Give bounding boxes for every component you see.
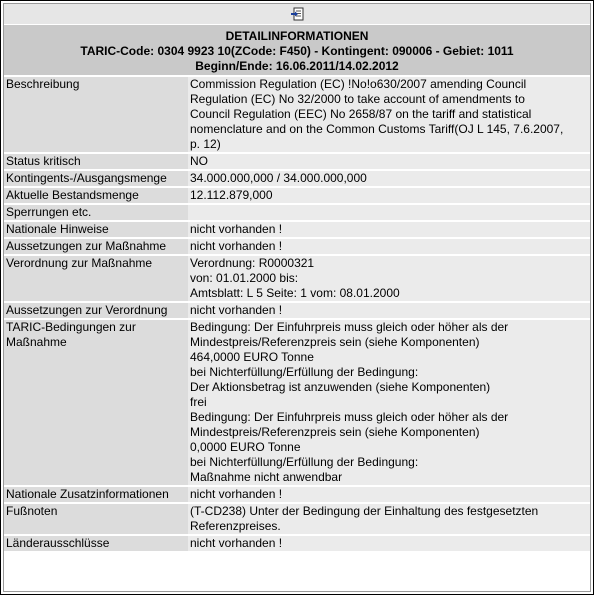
- value-line: 0,0000 EURO Tonne: [190, 440, 301, 454]
- value-line: nicht vorhanden !: [190, 487, 283, 501]
- row-label: Länderausschlüsse: [4, 535, 188, 551]
- value-line: Commission Regulation (EC) !No!o630/2007 amending Council: [190, 77, 527, 91]
- row-value: [188, 319, 590, 486]
- value-line: bei Nichterfüllung/Erfüllung der Bedingung:: [190, 365, 419, 379]
- row-value: [188, 503, 590, 535]
- table-row: [4, 153, 590, 170]
- table-row: [4, 170, 590, 187]
- row-value: [188, 486, 590, 503]
- row-label: Beschreibung: [4, 76, 188, 153]
- value-line: Der Aktionsbetrag ist anzuwenden (siehe Komponenten): [190, 380, 491, 394]
- value-line: [190, 205, 588, 220]
- value-line: bei Nichterfüllung/Erfüllung der Bedingung:: [190, 455, 419, 469]
- table-row: [4, 255, 590, 302]
- row-value: [188, 238, 590, 255]
- value-line: 464,0000 EURO Tonne: [190, 350, 314, 364]
- row-label: Aktuelle Bestandsmenge: [4, 187, 188, 204]
- value-line: nicht vorhanden !: [190, 303, 283, 317]
- taric-code-line: TARIC-Code: 0304 9923 10(ZCode: F450) - Kontingent: 090006 - Gebiet: 1011: [80, 44, 514, 58]
- table-row: [4, 503, 590, 535]
- value-line: Regulation (EC) No 32/2000 to take account of amendments to: [190, 92, 525, 106]
- value-line: frei: [190, 395, 207, 409]
- table-row: [4, 302, 590, 319]
- row-label: TARIC-Bedingungen zur Maßnahme: [4, 319, 188, 486]
- detail-panel: [3, 3, 591, 592]
- value-line: 34.000.000,000 / 34.000.000,000: [190, 171, 367, 185]
- detail-header: [4, 25, 590, 75]
- value-line: Bedingung: Der Einfuhrpreis muss gleich oder höher als der: [190, 410, 509, 424]
- value-line: Bedingung: Der Einfuhrpreis muss gleich oder höher als der: [190, 320, 509, 334]
- table-row: [4, 221, 590, 238]
- row-value: [188, 255, 590, 302]
- row-label: Aussetzungen zur Maßnahme: [4, 238, 188, 255]
- row-label: Kontingents-/Ausgangsmenge: [4, 170, 188, 187]
- row-value: [188, 170, 590, 187]
- value-line: Council Regulation (EEC) No 2658/87 on the tariff and statistical: [190, 107, 532, 121]
- print-icon[interactable]: [291, 7, 305, 21]
- value-line: (T-CD238) Unter der Bedingung der Einhaltung des festgesetzten: [190, 504, 539, 518]
- value-line: NO: [190, 154, 208, 168]
- page-title: DETAILINFORMATIONEN: [225, 29, 369, 43]
- value-line: 12.112.879,000: [190, 188, 273, 202]
- value-line: nicht vorhanden !: [190, 222, 283, 236]
- row-label: Nationale Zusatzinformationen: [4, 486, 188, 503]
- row-value: [188, 535, 590, 551]
- row-value: [188, 76, 590, 153]
- table-row: [4, 319, 590, 486]
- details-table: [4, 75, 590, 551]
- value-line: Referenzpreises.: [190, 519, 281, 533]
- row-label: Sperrungen etc.: [4, 204, 188, 221]
- table-row: [4, 187, 590, 204]
- row-label: Status kritisch: [4, 153, 188, 170]
- value-line: nomenclature and on the Common Customs Tariff(OJ L 145, 7.6.2007,: [190, 122, 564, 136]
- table-row: [4, 535, 590, 551]
- table-row: [4, 486, 590, 503]
- date-range-line: Beginn/Ende: 16.06.2011/14.02.2012: [195, 59, 399, 73]
- row-label: Verordnung zur Maßnahme: [4, 255, 188, 302]
- value-line: nicht vorhanden !: [190, 239, 283, 253]
- row-value: [188, 221, 590, 238]
- value-line: Mindestpreis/Referenzpreis sein (siehe Komponenten): [190, 425, 480, 439]
- value-line: von: 01.01.2000 bis:: [190, 271, 299, 285]
- row-value: [188, 153, 590, 170]
- value-line: Verordnung: R0000321: [190, 256, 315, 270]
- row-label: Aussetzungen zur Verordnung: [4, 302, 188, 319]
- row-value: [188, 204, 590, 221]
- row-value: [188, 302, 590, 319]
- row-label: Nationale Hinweise: [4, 221, 188, 238]
- table-row: [4, 238, 590, 255]
- value-line: Maßnahme nicht anwendbar: [190, 470, 343, 484]
- row-label: Fußnoten: [4, 503, 188, 535]
- table-row: [4, 76, 590, 153]
- table-row: [4, 204, 590, 221]
- row-value: [188, 187, 590, 204]
- value-line: Mindestpreis/Referenzpreis sein (siehe Komponenten): [190, 335, 480, 349]
- value-line: Amtsblatt: L 5 Seite: 1 vom: 08.01.2000: [190, 286, 400, 300]
- value-line: nicht vorhanden !: [190, 536, 283, 550]
- value-line: p. 12): [190, 137, 221, 151]
- toolbar: [4, 4, 590, 25]
